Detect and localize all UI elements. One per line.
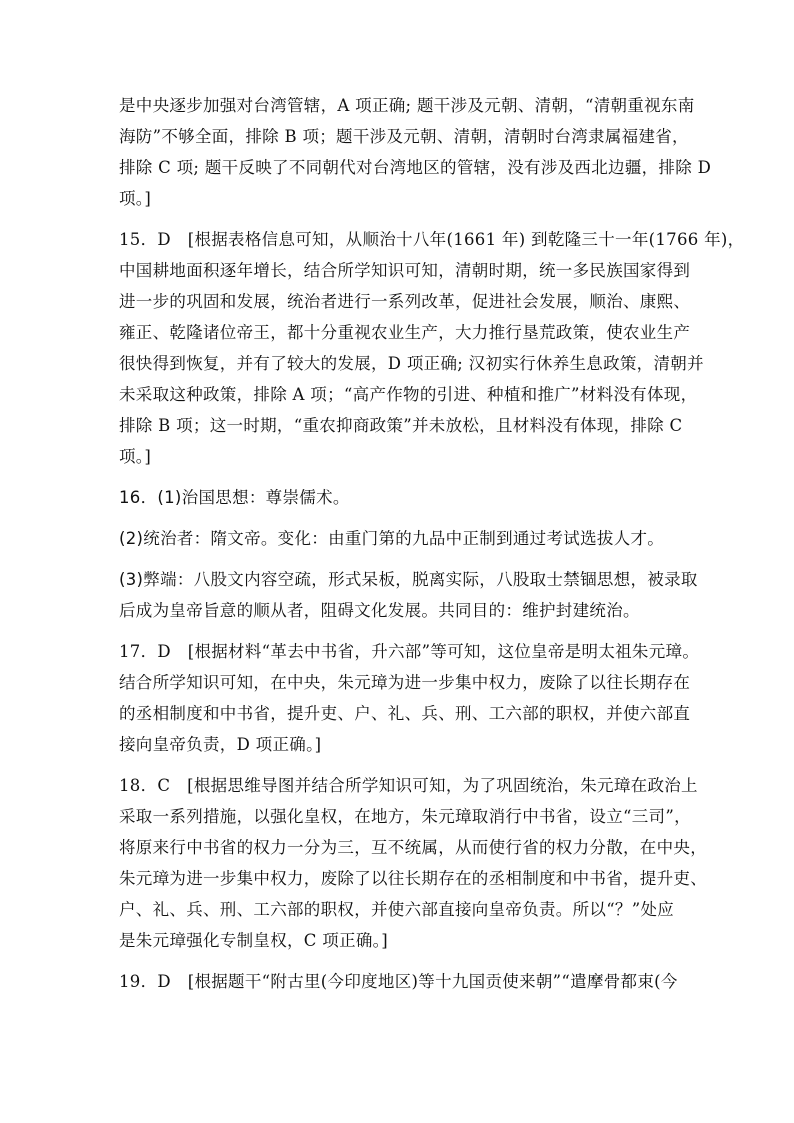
text-line: 16．(1)治国思想：尊崇儒术。 — [119, 488, 350, 507]
text-line: 15．D [根据表格信息可知，从顺治十八年(1661 年) 到乾隆三十一年(1766 年)， — [119, 230, 745, 249]
text-line: 后成为皇帝旨意的顺从者，阻碍文化发展。共同目的：维护封建统治。 — [119, 601, 640, 620]
text-line: 是朱元璋强化专制皇权，C 项正确。] — [119, 931, 388, 950]
text-line: 是中央逐步加强对台湾管辖，A 项正确; 题干涉及元朝、清朝，“清朝重视东南 — [119, 96, 695, 115]
text-line: 很快得到恢复，并有了较大的发展，D 项正确; 汉初实行休养生息政策，清朝并 — [119, 354, 704, 373]
text-line: 排除 C 项; 题干反映了不同朝代对台湾地区的管辖，没有涉及西北边疆，排除 D — [119, 158, 712, 177]
text-line: 将原来行中书省的权力一分为三，互不统属，从而使行省的权力分散，在中央， — [119, 838, 707, 857]
text-line: 海防”不够全面，排除 B 项；题干涉及元朝、清朝，清朝时台湾隶属福建省， — [119, 127, 689, 146]
text-line: 17．D [根据材料“革去中书省，升六部”等可知，这位皇帝是明太祖朱元璋。 — [119, 642, 700, 661]
text-line: 19．D [根据题干“附古里(今印度地区)等十九国贡使来朝”“遣摩骨都束(今 — [119, 972, 678, 991]
text-line: 结合所学知识可知，在中央，朱元璋为进一步集中权力，废除了以往长期存在 — [119, 673, 691, 692]
text-line: 雍正、乾隆诸位帝王，都十分重视农业生产，大力推行垦荒政策，使农业生产 — [119, 323, 691, 342]
text-line: 朱元璋为进一步集中权力，废除了以往长期存在的丞相制度和中书省，提升吏、 — [119, 869, 707, 888]
text-line: (3)弊端：八股文内容空疏，形式呆板，脱离实际，八股取士禁锢思想，被录取 — [119, 570, 698, 589]
text-line: 项。] — [119, 447, 152, 466]
text-line: 的丞相制度和中书省，提升吏、户、礼、兵、刑、工六部的职权，并使六部直 — [119, 704, 691, 723]
text-line: 18．C [根据思维导图并结合所学知识可知，为了巩固统治，朱元璋在政治上 — [119, 776, 698, 795]
text-line: 进一步的巩固和发展，统治者进行一系列改革，促进社会发展，顺治、康熙、 — [119, 292, 691, 311]
text-line: 未采取这种政策，排除 A 项；“高产作物的引进、种植和推广”材料没有体现， — [119, 385, 698, 404]
text-line: 中国耕地面积逐年增长，结合所学知识可知，清朝时期，统一多民族国家得到 — [119, 261, 691, 280]
text-line: (2)统治者：隋文帝。变化：由重门第的九品中正制到通过考试选拔人才。 — [119, 529, 665, 548]
text-line: 排除 B 项；这一时期，“重农抑商政策”并未放松，且材料没有体现，排除 C — [119, 416, 683, 435]
text-line: 项。] — [119, 189, 152, 208]
text-line: 接向皇帝负责，D 项正确。] — [119, 735, 322, 754]
text-line: 户、礼、兵、刑、工六部的职权，并使六部直接向皇帝负责。所以“？”处应 — [119, 900, 675, 919]
text-line: 采取一系列措施，以强化皇权，在地方，朱元璋取消行中书省，设立“三司”， — [119, 807, 691, 826]
